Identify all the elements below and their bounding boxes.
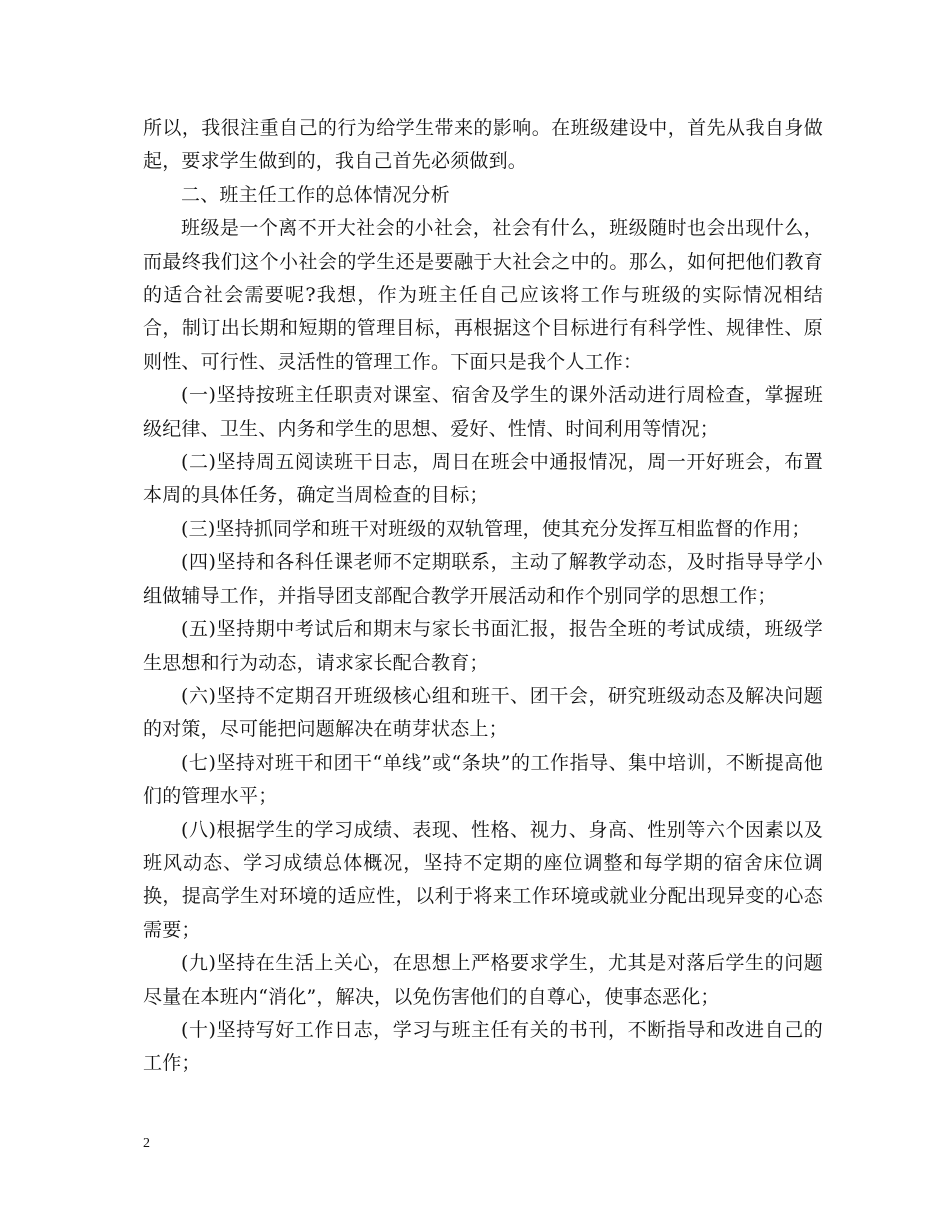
list-item-10: (十)坚持写好工作日志，学习与班主任有关的书刊，不断指导和改进自己的工作； xyxy=(143,1018,823,1075)
list-item-5: (五)坚持期中考试后和期末与家长书面汇报，报告全班的考试成绩，班级学生思想和行为动态，请求家长配合教育； xyxy=(143,618,823,674)
list-item-2: (二)坚持周五阅读班干日志，周日在班会中通报情况，周一开好班会，布置本周的具体任务，确定当周检查的目标； xyxy=(143,451,823,507)
list-item-8: (八)根据学生的学习成绩、表现、性格、视力、身高、性别等六个因素以及班风动态、学习成绩总体概况，坚持不定期的座位调整和每学期的宿舍床位调换，提高学生对环境的适应性，以利于将来工作环境或就业分配出现异变的心态需要； xyxy=(143,818,823,941)
list-item-4: (四)坚持和各科任课老师不定期联系，主动了解教学动态，及时指导导学小组做辅导工作，并指导团支部配合教学开展活动和作个别同学的思想工作； xyxy=(143,551,823,607)
section-heading: 二、班主任工作的总体情况分析 xyxy=(181,183,450,206)
list-item-3: (三)坚持抓同学和班干对班级的双轨管理，使其充分发挥互相监督的作用； xyxy=(181,517,811,540)
document-body xyxy=(143,112,823,1081)
list-item-7: (七)坚持对班干和团干“单线”或“条块”的工作指导、集中培训，不断提高他们的管理水平； xyxy=(143,751,823,808)
list-item-9: (九)坚持在生活上关心，在思想上严格要求学生，尤其是对落后学生的问题尽量在本班内“消化”，解决，以免伤害他们的自尊心，使事态恶化； xyxy=(143,952,823,1008)
paragraph-intro-continuation: 所以，我很注重自己的行为给学生带来的影响。在班级建设中，首先从我自身做起，要求学生做到的，我自己首先必须做到。 xyxy=(143,117,823,173)
page-number: 2 xyxy=(143,1136,150,1151)
list-item-6: (六)坚持不定期召开班级核心组和班干、团干会，研究班级动态及解决问题的对策，尽可能把问题解决在萌芽状态上； xyxy=(143,684,823,741)
list-item-1: (一)坚持按班主任职责对课室、宿舍及学生的课外活动进行周检查，掌握班级纪律、卫生、内务和学生的思想、爱好、性情、时间利用等情况； xyxy=(143,384,823,440)
paragraph-overview: 班级是一个离不开大社会的小社会，社会有什么，班级随时也会出现什么，而最终我们这个小社会的学生还是要融于大社会之中的。那么，如何把他们教育的适合社会需要呢?我想，作为班主任自己应该将工作与班级的实际情况相结合，制订出长期和短期的管理目标，再根据这个目标进行有科学性、规律性、原则性、可行性、灵活性的管理工作。下面只是我个人工作： xyxy=(143,217,823,373)
